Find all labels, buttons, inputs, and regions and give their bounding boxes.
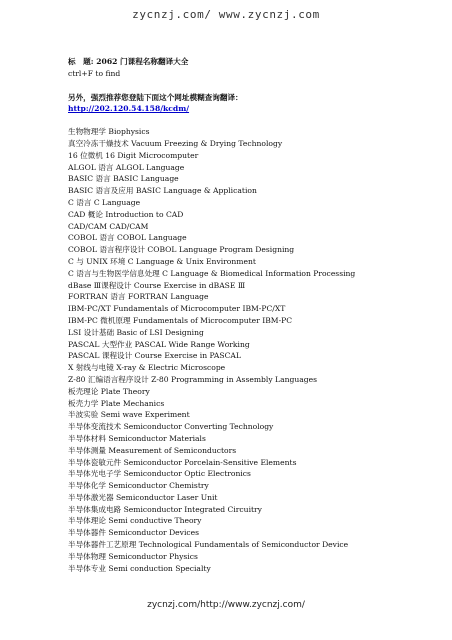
course-entry: 板壳力学 Plate Mechanics	[68, 398, 165, 408]
course-entry: 半导体光电子学 Semiconductor Optic Electronics	[68, 469, 251, 479]
course-entry: ALGOL 语言 ALGOL Language	[68, 162, 185, 172]
course-entry: 半导体器件 Semiconductor Devices	[68, 528, 200, 538]
course-entry: 半导体器件工艺原理 Technological Fundamentals of Semiconductor Device	[68, 540, 349, 550]
course-entry: 半导体理论 Semi conductive Theory	[68, 516, 202, 526]
course-entry: IBM-PC 微机原理 Fundamentals of Microcomputer IBM-PC	[68, 315, 293, 325]
course-entry: C 与 UNIX 环境 C Language & Unix Environment	[68, 256, 256, 266]
course-entry: Z-80 汇编语言程序设计 Z-80 Programming in Assembly Languages	[68, 374, 318, 384]
course-entry: C 语言 C Language	[68, 197, 141, 207]
course-entry: IBM-PC/XT Fundamentals of Microcomputer IBM-PC/XT	[68, 304, 286, 314]
course-entry: 半导体化学 Semiconductor Chemistry	[68, 481, 209, 491]
course-entry: dBase Ⅲ课程设计 Course Exercise in dBASE Ⅲ	[68, 280, 246, 290]
page-header: zycnzj.com/ www.zycnzj.com	[132, 8, 320, 21]
course-entry: 半导体测量 Measurement of Semiconductors	[68, 445, 237, 455]
course-entry: 板壳理论 Plate Theory	[68, 386, 150, 396]
course-entry: BASIC 语言 BASIC Language	[68, 174, 179, 184]
course-entry: COBOL 语言程序设计 COBOL Language Program Designing	[68, 245, 295, 255]
course-entry: LSI 设计基础 Basic of LSI Designing	[68, 327, 204, 337]
course-entry: 半导体物理 Semiconductor Physics	[68, 551, 198, 561]
course-entry: 半导体变流技术 Semiconductor Converting Technology	[68, 422, 274, 432]
course-entry: X 射线与电镜 X-ray & Electric Microscope	[68, 363, 226, 373]
course-list	[68, 126, 440, 574]
title-label: 标 题:	[68, 57, 94, 66]
lookup-link[interactable]: http://202.120.54.158/kcdm/	[68, 104, 190, 114]
page-footer: zycnzj.com/http://www.zycnzj.com/	[147, 600, 305, 610]
course-entry: CAD/CAM CAD/CAM	[68, 221, 149, 231]
search-hint: ctrl+F to find	[68, 68, 121, 78]
course-entry: 生物物理学 Biophysics	[68, 127, 150, 137]
course-entry: COBOL 语言 COBOL Language	[68, 233, 187, 243]
course-entry: CAD 概论 Introduction to CAD	[68, 209, 184, 219]
course-entry: 半导体材料 Semiconductor Materials	[68, 433, 206, 443]
course-entry: 半导体瓷敏元件 Semiconductor Porcelain-Sensitive Elements	[68, 457, 297, 467]
course-entry: C 语言与生物医学信息处理 C Language & Biomedical Information Processing	[68, 268, 356, 278]
recommend-text: 另外，强烈推荐您登陆下面这个网址模糊查询翻译：	[68, 92, 243, 102]
course-entry: 半导体激光器 Semiconductor Laser Unit	[68, 492, 218, 502]
course-entry: 半导体集成电路 Semiconductor Integrated Circuitry	[68, 504, 262, 514]
course-entry: BASIC 语言及应用 BASIC Language & Application	[68, 186, 257, 196]
document-title-line	[68, 56, 440, 68]
course-entry: 真空冷冻干燥技术 Vacuum Freezing & Drying Technology	[68, 138, 283, 148]
course-entry: FORTRAN 语言 FORTRAN Language	[68, 292, 209, 302]
course-entry: 16 位微机 16 Digit Microcomputer	[68, 150, 199, 160]
course-entry: 半波实验 Semi wave Experiment	[68, 410, 190, 420]
course-entry: PASCAL 课程设计 Course Exercise in PASCAL	[68, 351, 241, 361]
document-body	[68, 56, 440, 574]
document-title: 2062 门课程名称翻译大全	[96, 57, 189, 66]
course-entry: PASCAL 大型作业 PASCAL Wide Range Working	[68, 339, 250, 349]
course-entry: 半导体专业 Semi conduction Specialty	[68, 563, 211, 573]
